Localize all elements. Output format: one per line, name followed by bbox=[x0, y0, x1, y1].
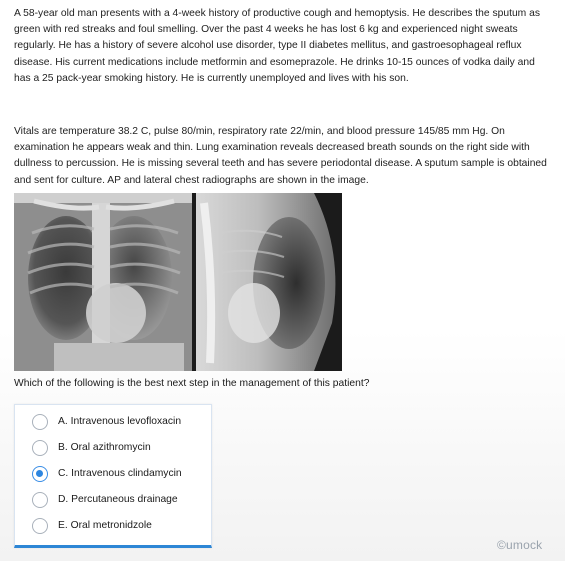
option-c[interactable] bbox=[15, 464, 211, 488]
option-a[interactable] bbox=[15, 412, 211, 436]
radio-button[interactable] bbox=[32, 492, 48, 508]
stem-paragraph-exam: Vitals are temperature 38.2 C, pulse 80/min, respiratory rate 22/min, and blood pressure 145/85 mm Hg. On examination he appears weak and thin. Lung examination reveals decreased breath sounds on the right side with dullness to percussion. He is missing several teeth and has severe periodontal disease. A sputum sample is obtained and sent for culture. AP and lateral chest radiographs are shown in the image. bbox=[14, 126, 547, 186]
option-label: A. Intravenous levofloxacin bbox=[58, 416, 182, 427]
radio-button[interactable] bbox=[32, 414, 48, 430]
ap-radiograph bbox=[14, 193, 192, 371]
lateral-radiograph bbox=[192, 193, 342, 371]
radio-button[interactable] bbox=[32, 518, 48, 534]
option-e[interactable] bbox=[15, 516, 211, 540]
answer-choices bbox=[14, 404, 212, 548]
option-label: B. Oral azithromycin bbox=[58, 442, 151, 453]
stem-paragraph-history: A 58-year old man presents with a 4-week history of productive cough and hemoptysis. He describes the sputum as green with red streaks and foul smelling. Over the past 4 weeks he has lost 6 kg and experienced night sweats regularly. He has a history of severe alcohol use disorder, type II diabetes mellitus, and gastroesophageal reflux disease. His current medications include metformin and esomeprazole. He drinks 10-15 ounces of vodka daily and has a 25 pack-year smoking history. He is currently unemployed and lives with his son. bbox=[14, 8, 540, 84]
option-d[interactable] bbox=[15, 490, 211, 514]
option-label: C. Intravenous clindamycin bbox=[58, 468, 182, 479]
question-prompt: Which of the following is the best next step in the management of this patient? bbox=[14, 378, 370, 389]
option-b[interactable] bbox=[15, 438, 211, 462]
radio-button-selected[interactable] bbox=[32, 466, 48, 482]
option-label: E. Oral metronidzole bbox=[58, 520, 152, 531]
option-label: D. Percutaneous drainage bbox=[58, 494, 178, 505]
chest-radiograph-image bbox=[14, 193, 342, 371]
watermark: ©umock bbox=[497, 538, 543, 552]
radio-button[interactable] bbox=[32, 440, 48, 456]
